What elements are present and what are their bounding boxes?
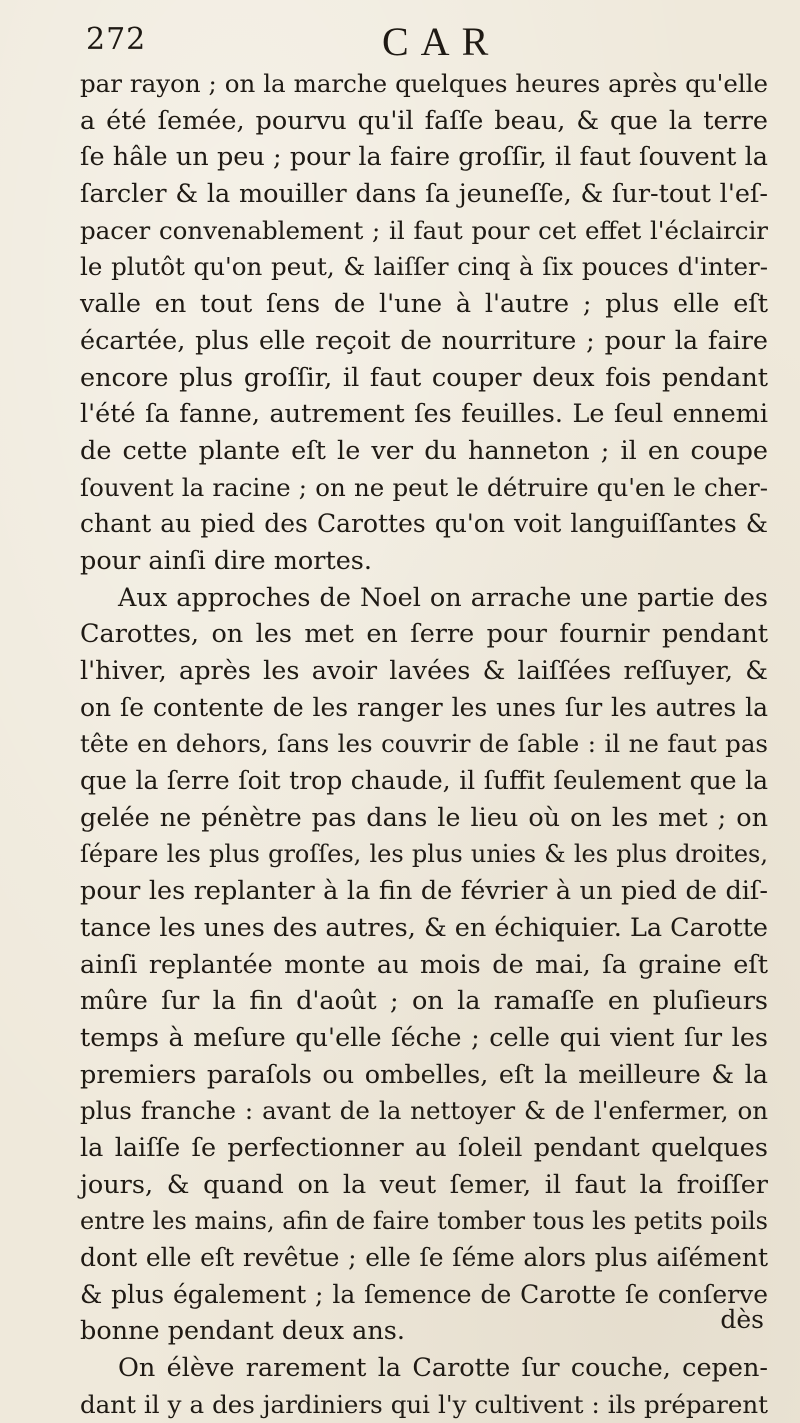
text-line: la laiſſe ſe perfectionner au ſoleil pendant quelques	[80, 1132, 768, 1163]
paragraph-start: Aux approches de Noel on arrache une partie des	[118, 582, 768, 613]
running-head: CAR	[382, 19, 501, 64]
text-line: l'été ſa fanne, autrement ſes feuilles. Le ſeul ennemi	[80, 399, 768, 430]
text-line: l'hiver, après les avoir lavées & laiſſées reſſuyer, &	[80, 656, 768, 686]
text-line: par rayon ; on la marche quelques heures après qu'elle	[80, 69, 768, 98]
text-line: & plus également ; la ſemence de Carotte ſe conſerve	[80, 1279, 768, 1309]
text-line: le plutôt qu'on peut, & laiſſer cinq à ſix pouces d'inter-	[80, 252, 768, 282]
text-line: écartée, plus elle reçoit de nourriture ; pour la faire	[80, 325, 768, 356]
page-number: 272	[86, 22, 147, 57]
text-line: mûre ſur la fin d'août ; on la ramaſſe en pluſieurs	[80, 986, 768, 1017]
catchword: dès	[720, 1305, 764, 1334]
text-line: temps à meſure qu'elle ſéche ; celle qui vient ſur les	[80, 1022, 768, 1053]
text-line: premiers paraſols ou ombelles, eſt la meilleure & la	[80, 1059, 768, 1090]
text-line: ainſi replantée monte au mois de mai, ſa graine eſt	[80, 949, 768, 980]
text-line: ſe hâle un peu ; pour la faire groſſir, il faut ſouvent la	[80, 142, 768, 173]
paragraph-start: On élève rarement la Carotte ſur couche, cepen-	[118, 1353, 768, 1384]
text-line: entre les mains, afin de faire tomber tous les petits poils	[80, 1207, 768, 1236]
text-line: tance les unes des autres, & en échiquier. La Carotte	[80, 912, 769, 943]
text-line: gelée ne pénètre pas dans le lieu où on les met ; on	[80, 802, 768, 833]
text-line: dant il y a des jardiniers qui l'y cultivent : ils préparent	[80, 1389, 768, 1419]
text-line: plus franche : avant de la nettoyer & de l'enfermer, on	[80, 1096, 768, 1126]
body-text	[80, 66, 768, 1423]
text-line: pour ainſi dire mortes.	[80, 545, 372, 576]
text-line: valle en tout ſens de l'une à l'autre ; plus elle eſt	[80, 289, 768, 320]
text-line: de cette plante eſt le ver du hanneton ; il en coupe	[80, 435, 768, 466]
text-line: on ſe contente de les ranger les unes ſur les autres la	[80, 692, 768, 722]
text-line: Carottes, on les met en ſerre pour fournir pendant	[80, 619, 768, 650]
text-line: chant au pied des Carottes qu'on voit languiſſantes &	[80, 509, 768, 539]
text-line: a été ſemée, pourvu qu'il faſſe beau, & que la terre	[80, 105, 768, 136]
text-line: tête en dehors, ſans les couvrir de ſable : il ne faut pas	[80, 729, 768, 759]
page-header	[86, 16, 760, 64]
text-line: ſépare les plus groſſes, les plus unies & les plus droites,	[80, 840, 768, 869]
text-line: bonne pendant deux ans.	[80, 1316, 406, 1347]
text-line: que la ſerre ſoit trop chaude, il ſuffit ſeulement que la	[80, 766, 768, 796]
text-line: jours, & quand on la veut ſemer, il faut la froiſſer	[80, 1169, 768, 1200]
text-line: ſouvent la racine ; on ne peut le détruire qu'en le cher-	[80, 472, 768, 502]
text-line: ſarcler & la mouiller dans ſa jeuneſſe, & ſur-tout l'eſ-	[80, 179, 768, 210]
text-line: dont elle eſt revêtue ; elle ſe ſéme alors plus aiſément	[80, 1243, 768, 1272]
text-line: encore plus groſſir, il faut couper deux fois pendant	[80, 362, 768, 393]
text-line: pour les replanter à la fin de février à un pied de diſ-	[80, 876, 768, 907]
text-line: pacer convenablement ; il faut pour cet effet l'éclaircir	[80, 215, 768, 245]
